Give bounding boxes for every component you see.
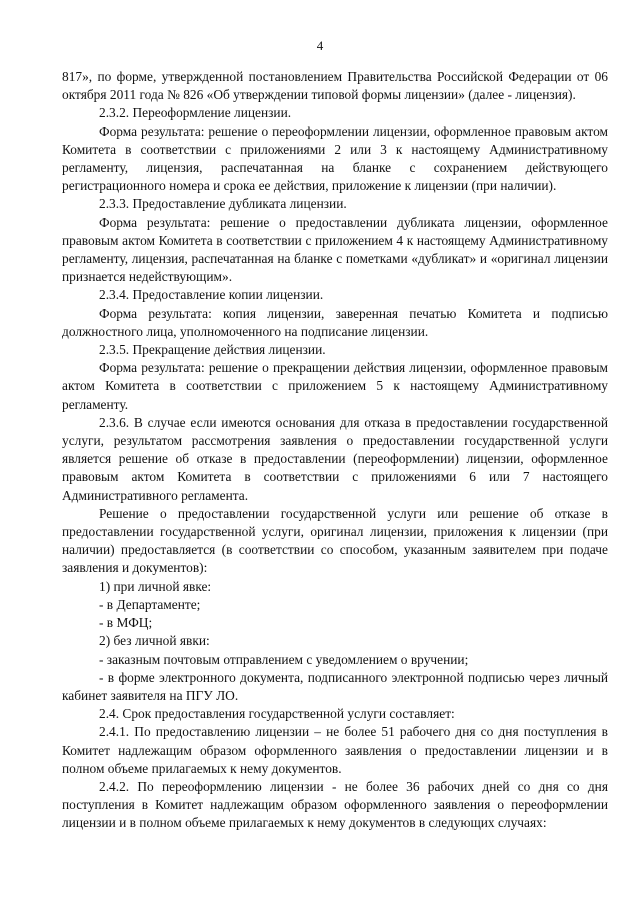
section-heading: 2.3.4. Предоставление копии лицензии. [99, 287, 324, 303]
paragraph: 2.4.1. По предоставлению лицензии – не более 51 рабочего дня со дня поступления в Комитет надлежащим образом оформленного заявления о предоставлении лицензии и в полном объеме прилагаемых к нему документов. [62, 724, 608, 776]
list-item: - заказным почтовым отправлением с уведомлением о вручении; [99, 651, 469, 667]
paragraph: 817», по форме, утвержденной постановлением Правительства Российской Федерации от 06 октября 2011 года № 826 «Об утверждении типовой формы лицензии» (далее - лицензия). [62, 69, 608, 103]
section-heading: 2.4. Срок предоставления государственной услуги составляет: [99, 706, 455, 722]
section-heading: 2.3.3. Предоставление дубликата лицензии. [99, 196, 347, 212]
paragraph: Решение о предоставлении государственной услуги или решение об отказе в предоставлении государственной услуги, оригинал лицензии, приложения к лицензии (при наличии) предоставляется (в соответствии со способом, указанным заявителем при подаче заявления и документов): [62, 505, 608, 576]
section-heading: 2.3.5. Прекращение действия лицензии. [99, 342, 326, 358]
page-number: 4 [316, 38, 324, 53]
paragraph: 2.4.2. По переоформлению лицензии - не более 36 рабочих дней со дня со дня поступления в Комитет надлежащим образом оформленного заявления о переоформлении лицензии и в полном объеме прилагаемых к нему документов в следующих случаях: [62, 778, 608, 831]
list-item: 1) при личной явке: [99, 578, 212, 594]
paragraph: - в форме электронного документа, подписанного электронной подписью через личный кабинет заявителя на ПГУ ЛО. [62, 669, 608, 703]
paragraph: Форма результата: решение о предоставлении дубликата лицензии, оформленное правовым актом Комитета в соответствии с приложением 4 к настоящему Административному регламенту, лицензия, распечатанная на бланке с пометками «дубликат» и «оригинал лицензии признается недействующим». [62, 214, 608, 285]
list-item: 2) без личной явки: [99, 633, 210, 649]
list-item: - в МФЦ; [99, 615, 153, 631]
paragraph: 2.3.6. В случае если имеются основания для отказа в предоставлении государственной услуги, результатом рассмотрения заявления о предоставлении государственной услуги является решение об отказе в предоставлении (переоформлении) лицензии, оформленное правовым актом Комитета в соответствии с приложениями 6 или 7 настоящего Административного регламента. [62, 414, 608, 503]
paragraph: Форма результата: решение о переоформлении лицензии, оформленное правовым актом Комитета в соответствии с приложениями 2 или 3 к настоящему Административному регламенту, лицензия, распечатанная на бланке с сохранением действующего регистрационного номера и срока ее действия, приложение к лицензии (при наличии). [62, 123, 608, 194]
paragraph: Форма результата: решение о прекращении действия лицензии, оформленное правовым актом Комитета в соответствии с приложением 5 к настоящему Административному регламенту. [62, 360, 608, 412]
list-item: - в Департаменте; [99, 596, 201, 612]
document-body [62, 68, 608, 833]
section-heading: 2.3.2. Переоформление лицензии. [99, 105, 292, 121]
paragraph: Форма результата: копия лицензии, заверенная печатью Комитета и подписью должностного лица, уполномоченного на подписание лицензии. [62, 305, 608, 339]
